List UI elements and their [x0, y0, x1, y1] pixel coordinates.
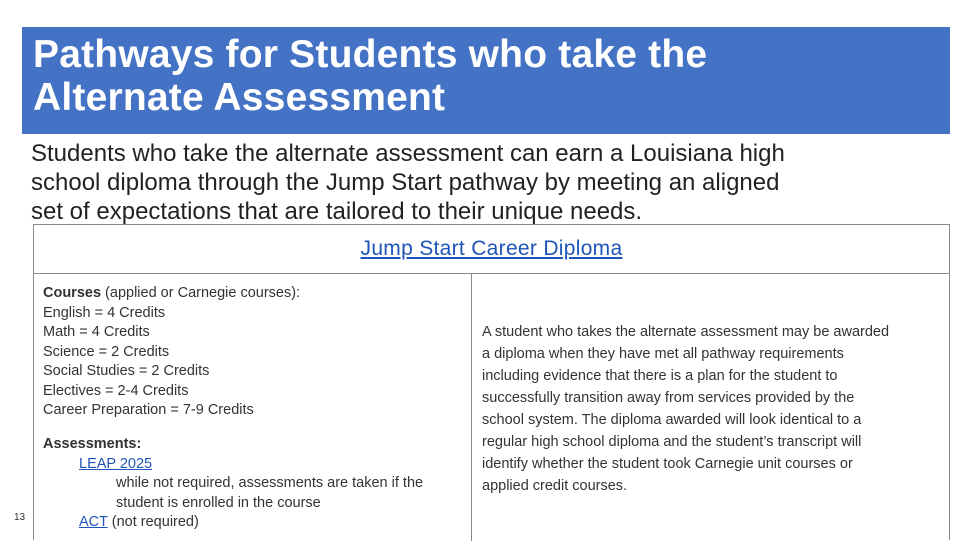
diploma-description [482, 321, 942, 497]
jump-start-diploma-link[interactable]: Jump Start Career Diploma [360, 237, 623, 260]
title-bar [22, 27, 950, 134]
intro-paragraph [31, 139, 936, 226]
courses-label-suffix: (applied or Carnegie courses): [101, 285, 301, 301]
intro-line-1: Students who take the alternate assessment can earn a Louisiana high [31, 140, 785, 167]
act-link[interactable]: ACT [79, 514, 108, 530]
description-column [472, 274, 949, 541]
description-line: school system. The diploma awarded will look identical to a [482, 412, 862, 428]
description-line: identify whether the student took Carnegie unit courses or [482, 456, 853, 472]
description-line: including evidence that there is a plan for the student to [482, 368, 838, 384]
page-title [33, 33, 950, 119]
course-item: English = 4 Credits [43, 304, 166, 321]
course-item: Math = 4 Credits [43, 324, 150, 340]
intro-line-3: set of expectations that are tailored to their unique needs. [31, 198, 643, 225]
course-item: Career Preparation = 7-9 Credits [43, 402, 254, 418]
courses-block [43, 284, 300, 421]
intro-line-2: school diploma through the Jump Start pathway by meeting an aligned [31, 169, 780, 196]
leap-note-line-2: student is enrolled in the course [116, 494, 321, 511]
act-note: (not required) [107, 514, 199, 530]
description-line: successfully transition away from services provided by the [482, 390, 855, 406]
description-line: applied credit courses. [482, 478, 628, 494]
table-header [34, 225, 949, 274]
assessments-heading: Assessments: [43, 436, 142, 452]
course-item: Electives = 2-4 Credits [43, 382, 189, 399]
description-line: A student who takes the alternate assessment may be awarded [482, 324, 890, 340]
requirements-column [34, 274, 472, 541]
courses-heading [43, 284, 300, 304]
leap-2025-link[interactable]: LEAP 2025 [79, 455, 153, 472]
diploma-table [33, 224, 950, 540]
page-number: 13 [14, 512, 26, 523]
title-line-1: Pathways for Students who take the [33, 33, 708, 76]
course-item: Social Studies = 2 Credits [43, 363, 210, 379]
leap-note-line-1: while not required, assessments are taken if the [116, 475, 424, 491]
assessments-block [43, 435, 423, 533]
title-line-2: Alternate Assessment [33, 76, 446, 119]
description-line: regular high school diploma and the student’s transcript will [482, 434, 862, 450]
description-line: a diploma when they have met all pathway requirements [482, 346, 844, 362]
courses-label: Courses [43, 285, 102, 301]
course-item: Science = 2 Credits [43, 343, 170, 360]
